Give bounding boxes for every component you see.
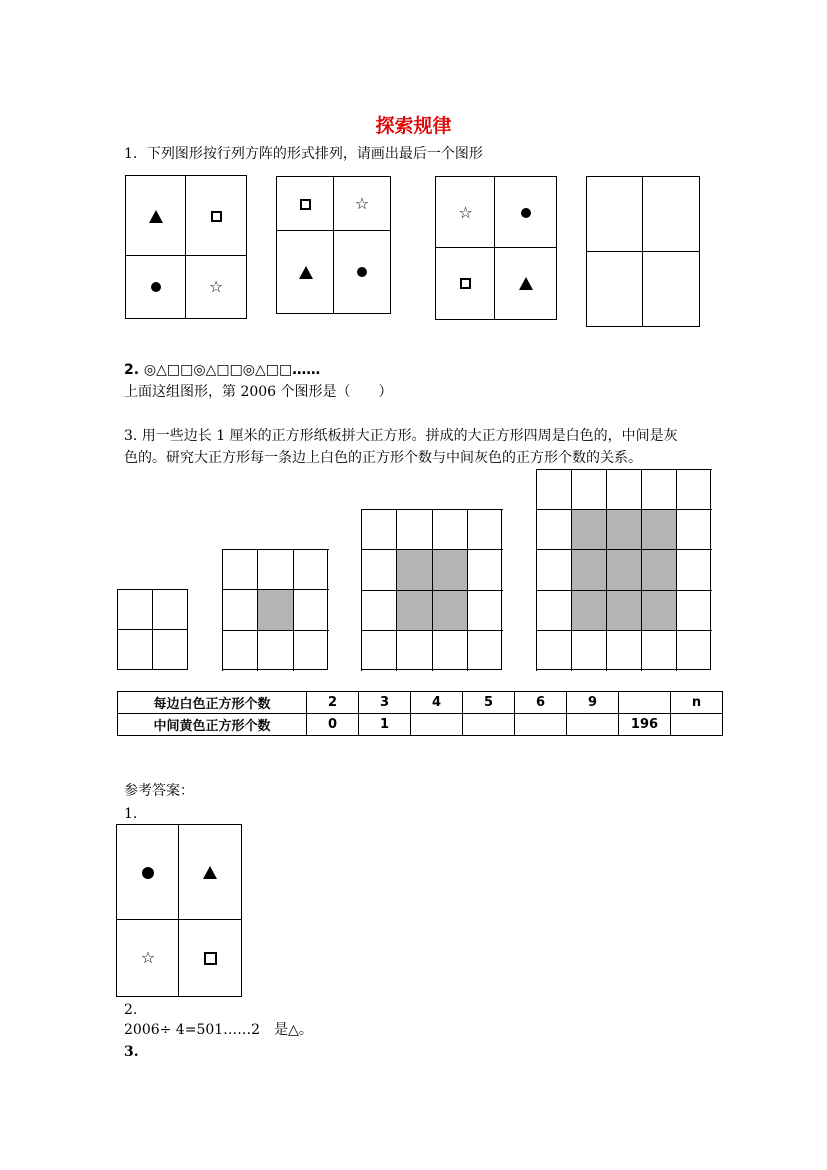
grey-square: [606, 509, 642, 550]
star-icon: ☆: [140, 948, 156, 967]
dot-icon: [151, 282, 161, 292]
white-square: [467, 590, 503, 631]
triangle-icon: [519, 277, 533, 290]
white-square: [361, 549, 397, 591]
white-square: [396, 630, 433, 671]
table-row: [118, 692, 723, 714]
white-square: [152, 629, 187, 669]
grey-square: [571, 509, 607, 550]
table-cell[interactable]: [515, 714, 567, 736]
dot-icon: [357, 267, 367, 277]
grey-square: [257, 589, 294, 631]
grey-square: [396, 549, 433, 591]
table-cell: n: [671, 692, 723, 714]
white-square: [257, 630, 294, 671]
grid-cell: [185, 255, 246, 318]
answer-2-text: 2006÷ 4=501……2 是△。: [124, 1022, 313, 1038]
table-cell[interactable]: [619, 692, 671, 714]
grid-cell: [125, 255, 186, 318]
white-square: [676, 630, 712, 671]
white-square: [536, 590, 572, 631]
white-square: [676, 549, 712, 591]
blank-cell[interactable]: [586, 176, 643, 252]
grey-square: [641, 590, 677, 631]
square-icon: [460, 278, 471, 289]
table-cell: 9: [567, 692, 619, 714]
triangle-icon: [203, 866, 217, 879]
white-square: [676, 469, 712, 510]
pattern-table: [117, 691, 723, 736]
row-label: 中间黄色正方形个数: [118, 714, 307, 736]
white-square: [432, 509, 468, 550]
grid-cell: [116, 824, 179, 920]
white-square: [606, 469, 642, 510]
question-3-line-2: 色的。研究大正方形每一条边上白色的正方形个数与中间灰色的正方形个数的关系。: [124, 450, 642, 466]
q1-grid-3: [435, 176, 557, 320]
answer-1-label: 1.: [124, 806, 138, 822]
white-square: [432, 630, 468, 671]
white-square: [117, 589, 153, 630]
grid-cell: [276, 176, 334, 231]
white-square: [467, 549, 503, 591]
white-square: [293, 589, 329, 631]
white-square: [641, 469, 677, 510]
white-square: [606, 630, 642, 671]
square-icon: [204, 952, 217, 965]
table-cell: 196: [619, 714, 671, 736]
grey-square: [571, 549, 607, 591]
white-square: [361, 630, 397, 671]
table-row: [118, 714, 723, 736]
grid-cell: [494, 176, 556, 248]
grid-cell: [276, 230, 334, 313]
grid-cell: [333, 176, 390, 231]
table-cell: 2: [307, 692, 359, 714]
square-figure-5: [536, 469, 711, 670]
white-square: [467, 630, 503, 671]
white-square: [536, 549, 572, 591]
table-cell: 4: [411, 692, 463, 714]
answer-1-grid: [116, 824, 242, 997]
grid-cell: [435, 176, 495, 248]
star-icon: ☆: [354, 194, 370, 213]
white-square: [676, 590, 712, 631]
square-figure-4: [361, 509, 502, 670]
table-cell[interactable]: [671, 714, 723, 736]
grid-cell: [125, 175, 186, 256]
white-square: [467, 509, 503, 550]
square-figure-3: [222, 549, 328, 670]
white-square: [641, 630, 677, 671]
row-label: 每边白色正方形个数: [118, 692, 307, 714]
table-cell: 0: [307, 714, 359, 736]
white-square: [571, 469, 607, 510]
square-icon: [300, 199, 311, 210]
grey-square: [641, 549, 677, 591]
grey-square: [571, 590, 607, 631]
grey-square: [432, 549, 468, 591]
dot-icon: [521, 208, 531, 218]
page-title: 探索规律: [375, 115, 452, 137]
q1-grid-blank[interactable]: [586, 176, 700, 327]
table-cell: 3: [359, 692, 411, 714]
question-2-text: 上面这组图形，第 2006 个图形是（ ）: [124, 384, 393, 400]
blank-cell[interactable]: [586, 251, 643, 326]
table-cell: 5: [463, 692, 515, 714]
grey-square: [606, 590, 642, 631]
white-square: [536, 509, 572, 550]
white-square: [293, 549, 329, 590]
triangle-icon: [299, 266, 313, 279]
white-square: [222, 549, 258, 590]
answer-3-label: 3.: [124, 1044, 139, 1060]
q1-grid-2: [276, 176, 391, 314]
white-square: [117, 629, 153, 669]
dot-icon: [142, 867, 154, 879]
grid-cell: [178, 824, 241, 920]
grid-cell: [178, 919, 241, 996]
question-3-line-1: 3. 用一些边长 1 厘米的正方形纸板拼大正方形。拼成的大正方形四周是白色的，中间是灰: [124, 428, 678, 444]
white-square: [676, 509, 712, 550]
white-square: [361, 509, 397, 550]
grey-square: [432, 590, 468, 631]
star-icon: ☆: [458, 202, 473, 222]
table-cell[interactable]: [411, 714, 463, 736]
white-square: [361, 590, 397, 631]
grey-square: [606, 549, 642, 591]
white-square: [293, 630, 329, 671]
question-1-text: 1．下列图形按行列方阵的形式排列，请画出最后一个图形: [124, 146, 483, 162]
grid-cell: [494, 247, 556, 319]
grid-cell: [116, 919, 179, 996]
answers-heading: 参考答案：: [124, 783, 194, 799]
q1-grid-1: [125, 175, 247, 319]
grey-square: [396, 590, 433, 631]
white-square: [222, 630, 258, 671]
white-square: [536, 630, 572, 671]
triangle-icon: [149, 210, 163, 223]
table-cell[interactable]: [567, 714, 619, 736]
blank-cell[interactable]: [642, 176, 699, 252]
white-square: [152, 589, 187, 630]
question-2-sequence: 2. ◎△□□◎△□□◎△□□……: [124, 362, 321, 378]
answer-2-label: 2.: [124, 1002, 138, 1018]
table-cell: 6: [515, 692, 567, 714]
white-square: [536, 469, 572, 510]
grid-cell: [185, 175, 246, 256]
star-icon: ☆: [208, 277, 224, 296]
white-square: [222, 589, 258, 631]
grey-square: [641, 509, 677, 550]
grid-cell: [333, 230, 390, 313]
grid-cell: [435, 247, 495, 319]
table-cell: 1: [359, 714, 411, 736]
blank-cell[interactable]: [642, 251, 699, 326]
table-cell[interactable]: [463, 714, 515, 736]
white-square: [571, 630, 607, 671]
white-square: [396, 509, 433, 550]
square-figure-2: [117, 589, 188, 670]
white-square: [257, 549, 294, 590]
square-icon: [211, 211, 222, 222]
